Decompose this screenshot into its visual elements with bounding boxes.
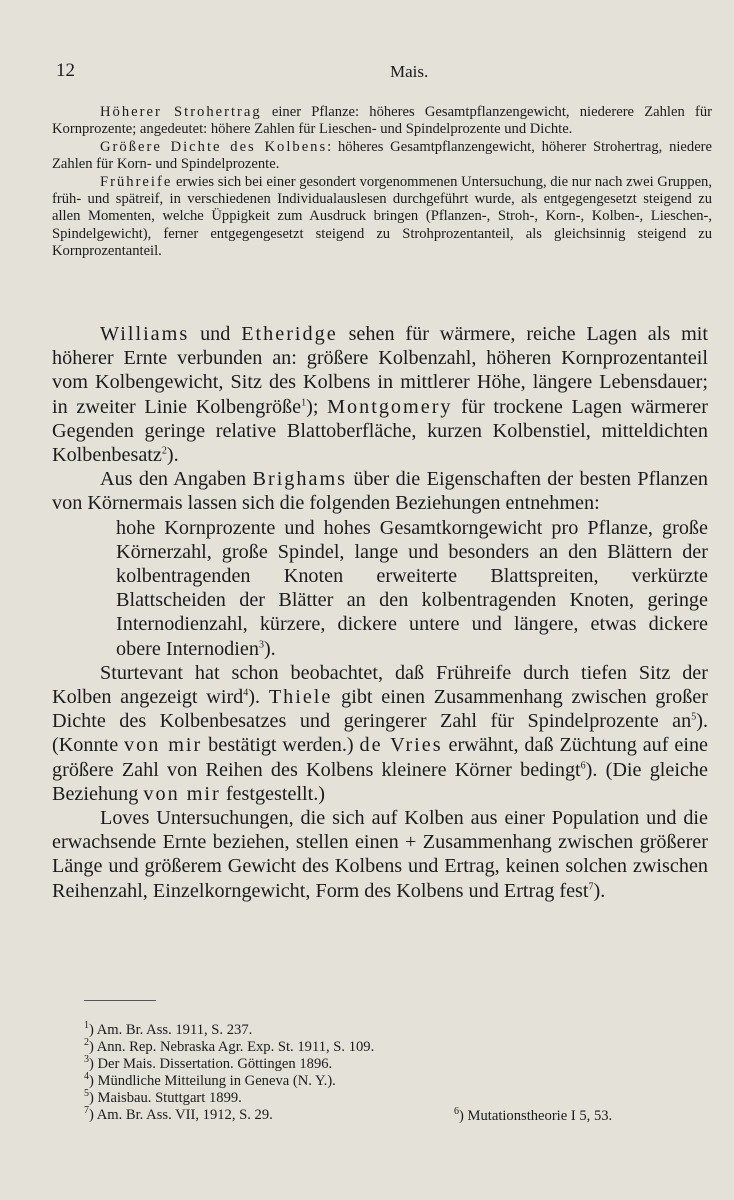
author-name: de Vries <box>359 734 443 757</box>
footnote-number: 7 <box>84 1105 89 1117</box>
paragraph-williams <box>52 322 708 467</box>
page-number: 12 <box>56 60 75 81</box>
paragraph-strohertrag <box>52 104 712 139</box>
paragraph-text: ). <box>263 637 276 660</box>
footnote <box>84 1073 704 1090</box>
author-name: Etheridge <box>241 323 338 345</box>
paragraph-text: bestätigt werden.) <box>202 734 360 757</box>
paragraph-text: erwies sich bei einer gesondert vorgenommenen Untersuchung, die nur nach zwei Gruppen, früh- und spätreif, in verschiedenen Individualauslesen durchgeführt wurde, als entgegengesetzt steigend zu allen Momenten, welche Üppigkeit zum Ausdruck bringen (Pflanzen-, Stroh-, Korn-, Kolben-, Lieschen-, Spindelgewicht), ferner entgegengesetzt steigend zu Strohprozentanteil, als gleichsinnig steigend zu Kornprozentanteil. <box>52 173 712 260</box>
paragraph-dichte <box>52 139 712 174</box>
paragraph-text: ); <box>306 395 328 418</box>
paragraph-loves <box>52 806 708 903</box>
footnote <box>84 1090 704 1107</box>
author-name: Williams <box>100 323 190 345</box>
paragraph-fruehreife <box>52 174 712 261</box>
paragraph-text: einer Pflanze: höheres Gesamtpflanzengewicht, niederere Zahlen für Kornprozente; angedeutet: höhere Zahlen für Lieschen- und Spindelprozente und Dichte. <box>52 104 712 138</box>
footnote-text: ) Am. Br. Ass. 1911, S. 237. <box>89 1022 253 1038</box>
paragraph-text: und <box>189 323 242 345</box>
paragraph-text: Untersuchungen, die sich auf Kolben aus einer Population und die erwachsende Ernte beziehen, stellen einen + Zusammenhang zwischen größerer Länge und größerem Gewicht des Kolbens und Ertrag, keinen solchen zwischen Reihenzahl, Einzelkorngewicht, Form des Kolbens und Ertrag fest <box>52 807 708 902</box>
footnote-ref: 4 <box>243 687 249 699</box>
author-name: Montgomery <box>327 395 453 418</box>
small-print-block <box>52 104 712 261</box>
footnote-number: 3 <box>84 1054 89 1066</box>
footnote-text: ) Mutationstheorie I 5, 53. <box>459 1108 613 1124</box>
paragraph-text: hat schon beobachtet, daß Frühreife durch tiefen Sitz der Kolben angezeigt wird <box>52 661 708 709</box>
footnote-text: ) Maisbau. Stuttgart 1899. <box>89 1090 242 1106</box>
emphasis: Frühreife <box>100 173 173 190</box>
paragraph-text: sehen für wärmere, reiche Lagen als mit höherer Ernte verbunden an: größere Kolbenzahl, höheren Kornprozentanteil vom Kolbengewicht, Sitz des Kolbens in mittlerer Höhe, längere Lebensdauer; in zweiter Linie Kolbengröße <box>52 323 709 418</box>
paragraph-text: Aus den Angaben <box>100 468 253 491</box>
quoted-list <box>116 516 708 661</box>
footnote-ref: 3 <box>258 638 264 650</box>
footnote-number: 2 <box>84 1037 89 1049</box>
emphasis: von mir <box>143 782 221 805</box>
emphasis: Höherer Strohertrag <box>100 104 262 120</box>
paragraph-text: ). (Die gleiche Beziehung <box>52 758 708 805</box>
paragraph-text: ). (Konnte <box>52 710 708 757</box>
footnotes <box>84 1022 704 1124</box>
footnote <box>84 1039 704 1056</box>
paragraph-text: hohe Kornprozente und hohes Gesamtkorngewicht pro Pflanze, große Körnerzahl, große Spindel, lange und besonders an den Blättern der kolbentragenden Knoten erweiterte Blattspreiten, verkürzte Blattscheiden der Blätter an den kolbentragenden Knoten, geringe Internodienzahl, kürzere, dickere untere und längere, etwas dickere obere Internodien <box>116 516 708 660</box>
author-name: Sturtevant <box>100 661 183 684</box>
footnote-number: 1 <box>84 1020 89 1032</box>
footnote-number: 6 <box>454 1106 459 1118</box>
footnote-text: ) Ann. Rep. Nebraska Agr. Exp. St. 1911, S. 109. <box>89 1039 375 1055</box>
paragraph-text: ). <box>248 686 269 709</box>
footnote-ref: 1 <box>301 396 307 408</box>
paragraph-brighams <box>52 467 708 515</box>
running-head: Mais. <box>390 62 429 81</box>
paragraph-text: : höheres Gesamtpflanzengewicht, höherer Strohertrag, niedere Zahlen für Korn- und Spindelprozente. <box>52 138 713 173</box>
footnote-text: ) Am. Br. Ass. VII, 1912, S. 29. <box>89 1107 273 1123</box>
footnote-ref: 2 <box>161 445 167 457</box>
author-name: Loves <box>100 807 150 830</box>
footnote <box>84 1056 704 1073</box>
paragraph-text: ). <box>166 444 179 467</box>
footnote-ref: 6 <box>580 759 586 771</box>
footnote-ref: 7 <box>588 880 594 892</box>
paragraph-sturtevant <box>52 661 708 806</box>
paragraph-text: für trockene Lagen wärmerer Gegenden geringe relative Blattoberfläche, kurzen Kolbenstiel, mitteldichten Kolbenbesatz <box>52 395 708 467</box>
page-header <box>50 60 704 84</box>
footnote-divider <box>84 1000 156 1001</box>
emphasis: von mir <box>124 734 203 757</box>
paragraph-text: über die Eigenschaften der besten Pflanzen von Körnermais lassen sich die folgenden Beziehungen entnehmen: <box>52 468 708 515</box>
footnote-number: 5 <box>84 1088 89 1100</box>
main-text-block <box>52 322 708 903</box>
author-name: Brighams <box>252 468 348 491</box>
emphasis: Größere Dichte des Kolbens <box>100 138 328 155</box>
paragraph-text: ). <box>593 879 606 902</box>
footnote <box>84 1022 704 1039</box>
paragraph-text: gibt einen Zusammenhang zwischen großer Dichte des Kolbenbesatzes und geringerer Zahl für Spindelprozente an <box>52 686 708 733</box>
author-name: Thiele <box>268 686 333 709</box>
footnote-ref: 5 <box>691 711 697 723</box>
paragraph-text: festgestellt.) <box>220 782 326 805</box>
footnote <box>454 1108 612 1125</box>
paragraph-text: erwähnt, daß Züchtung auf eine größere Zahl von Reihen des Kolbens kleinere Körner bedingt <box>52 734 709 781</box>
footnote-text: ) Der Mais. Dissertation. Göttingen 1896. <box>89 1056 333 1072</box>
footnote-number: 4 <box>84 1071 89 1083</box>
footnote-text: ) Mündliche Mitteilung in Geneva (N. Y.). <box>89 1073 336 1089</box>
